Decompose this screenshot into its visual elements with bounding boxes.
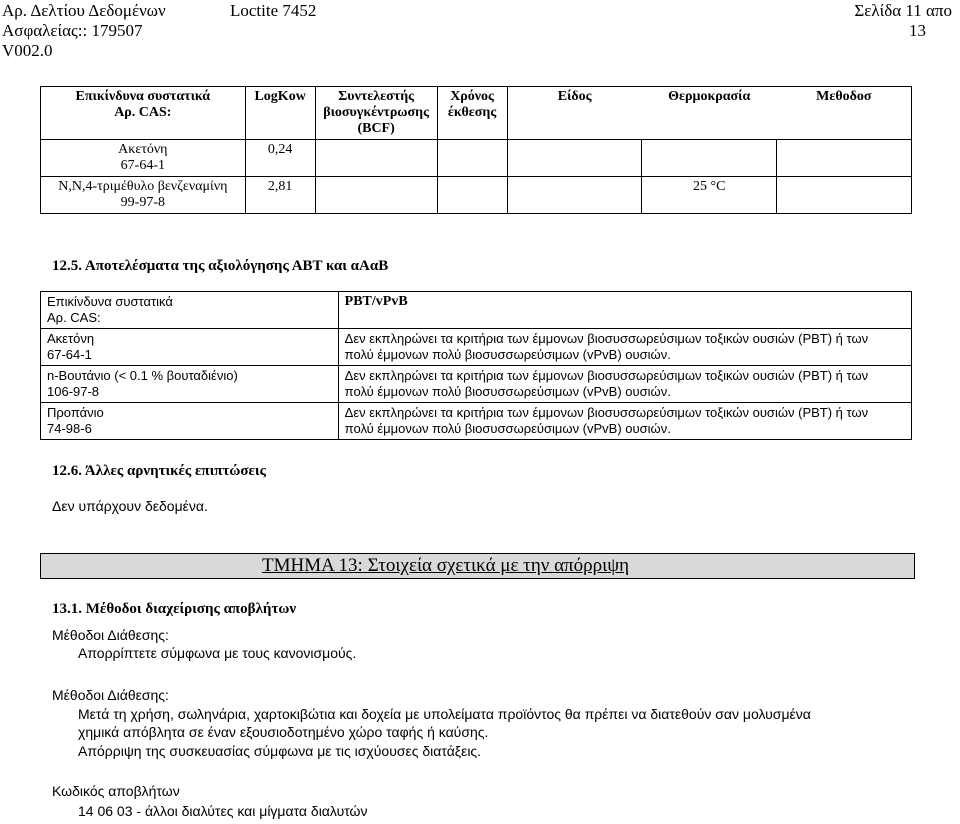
temperature-cell bbox=[642, 140, 777, 177]
doc-version: V002.0 bbox=[2, 41, 53, 60]
table-row bbox=[41, 329, 912, 366]
pbt-assessment-cell: Δεν εκπληρώνει τα κριτήρια των έμμονων βιοσυσσωρεύσιμων τοξικών ουσιών (PBT) ή των πολύ έμμονων πολύ βιοσυσσωρεύσιμων (vPvB) ουσιών. bbox=[338, 329, 911, 366]
waste-code-label: Κωδικός αποβλήτων bbox=[52, 783, 180, 799]
disposal-label-2: Μέθοδοι Διάθεσης: bbox=[52, 687, 169, 703]
section-13-1-title: 13.1. Μέθοδοι διαχείρισης αποβλήτων bbox=[52, 601, 297, 617]
doc-title-line2: Ασφαλείας:: 179507 bbox=[2, 21, 143, 40]
page-indicator bbox=[854, 1, 952, 41]
section-12-5-title: 12.5. Αποτελέσματα της αξιολόγησης ΑΒΤ και αΑαΒ bbox=[52, 258, 389, 274]
product-name: Loctite 7452 bbox=[230, 1, 317, 20]
col-header-pbt: PBT/vPvB bbox=[338, 292, 911, 329]
disposal-label-1: Μέθοδοι Διάθεσης: bbox=[52, 627, 169, 643]
waste-code-text: 14 06 03 - άλλοι διαλύτες και μίγματα διαλυτών bbox=[78, 803, 368, 819]
bioaccumulation-table bbox=[40, 86, 912, 214]
col-header-bcf: Συντελεστής βιοσυγκέντρωσης (BCF) bbox=[315, 87, 437, 140]
section-12-6-text: Δεν υπάρχουν δεδομένα. bbox=[52, 498, 208, 514]
pbt-assessment-cell: Δεν εκπληρώνει τα κριτήρια των έμμονων βιοσυσσωρεύσιμων τοξικών ουσιών (PBT) ή των πολύ έμμονων πολύ βιοσυσσωρεύσιμων (vPvB) ουσιών. bbox=[338, 366, 911, 403]
disposal-text-1: Απορρίπτετε σύμφωνα με τους κανονισμούς. bbox=[78, 645, 357, 661]
ingredient-cell: Ακετόνη 67-64-1 bbox=[41, 140, 246, 177]
logkow-cell: 2,81 bbox=[245, 177, 315, 214]
ingredient-cell: Ακετόνη 67-64-1 bbox=[41, 329, 339, 366]
doc-title-line1: Αρ. Δελτίου Δεδομένων bbox=[2, 1, 166, 20]
col-header-ingredient: Επικίνδυνα συστατικά Αρ. CAS: bbox=[41, 292, 339, 329]
col-header-exposure: Χρόνος έκθεσης bbox=[437, 87, 507, 140]
table-row bbox=[41, 403, 912, 440]
col-header-method: Μεθοδοσ bbox=[777, 87, 912, 140]
logkow-cell: 0,24 bbox=[245, 140, 315, 177]
table-row bbox=[41, 366, 912, 403]
table-header-row bbox=[41, 292, 912, 329]
disposal-text-2-line3: Απόρριψη της συσκευασίας σύμφωνα με τις ισχύουσες διατάξεις. bbox=[78, 743, 482, 759]
page-total: 13 bbox=[909, 21, 926, 40]
table-row bbox=[41, 177, 912, 214]
col-header-temperature: Θερμοκρασία bbox=[642, 87, 777, 140]
disposal-text-2-line2: χημικά απόβλητα σε έναν εξουσιοδοτημένο χώρο ταφής ή καύσης. bbox=[78, 724, 489, 740]
col-header-logkow: LogKow bbox=[245, 87, 315, 140]
section-13-title: ΤΜΗΜΑ 13: Στοιχεία σχετικά με την απόρριψη bbox=[262, 555, 630, 576]
table-row bbox=[41, 140, 912, 177]
pbt-assessment-cell: Δεν εκπληρώνει τα κριτήρια των έμμονων βιοσυσσωρεύσιμων τοξικών ουσιών (PBT) ή των πολύ έμμονων πολύ βιοσυσσωρεύσιμων (vPvB) ουσιών. bbox=[338, 403, 911, 440]
col-header-species: Είδος bbox=[507, 87, 642, 140]
section-12-6-title: 12.6. Άλλες αρνητικές επιπτώσεις bbox=[52, 463, 266, 479]
page-label: Σελίδα 11 απο bbox=[854, 1, 952, 20]
pbt-table bbox=[40, 291, 912, 440]
ingredient-cell: Προπάνιο 74-98-6 bbox=[41, 403, 339, 440]
table-header-row bbox=[41, 87, 912, 140]
disposal-text-2-line1: Μετά τη χρήση, σωληνάρια, χαρτοκιβώτια και δοχεία με υπολείματα προϊόντος θα πρέπει να διατεθούν σαν μολυσμένα bbox=[78, 706, 811, 722]
ingredient-cell: n-Βουτάνιο (< 0.1 % βουταδιένιο) 106-97-8 bbox=[41, 366, 339, 403]
col-header-ingredient: Επικίνδυνα συστατικά Αρ. CAS: bbox=[41, 87, 246, 140]
ingredient-cell: N,N,4-τριμέθυλο βενζεναμίνη 99-97-8 bbox=[41, 177, 246, 214]
doc-header-left bbox=[2, 1, 166, 61]
temperature-cell: 25 °C bbox=[642, 177, 777, 214]
